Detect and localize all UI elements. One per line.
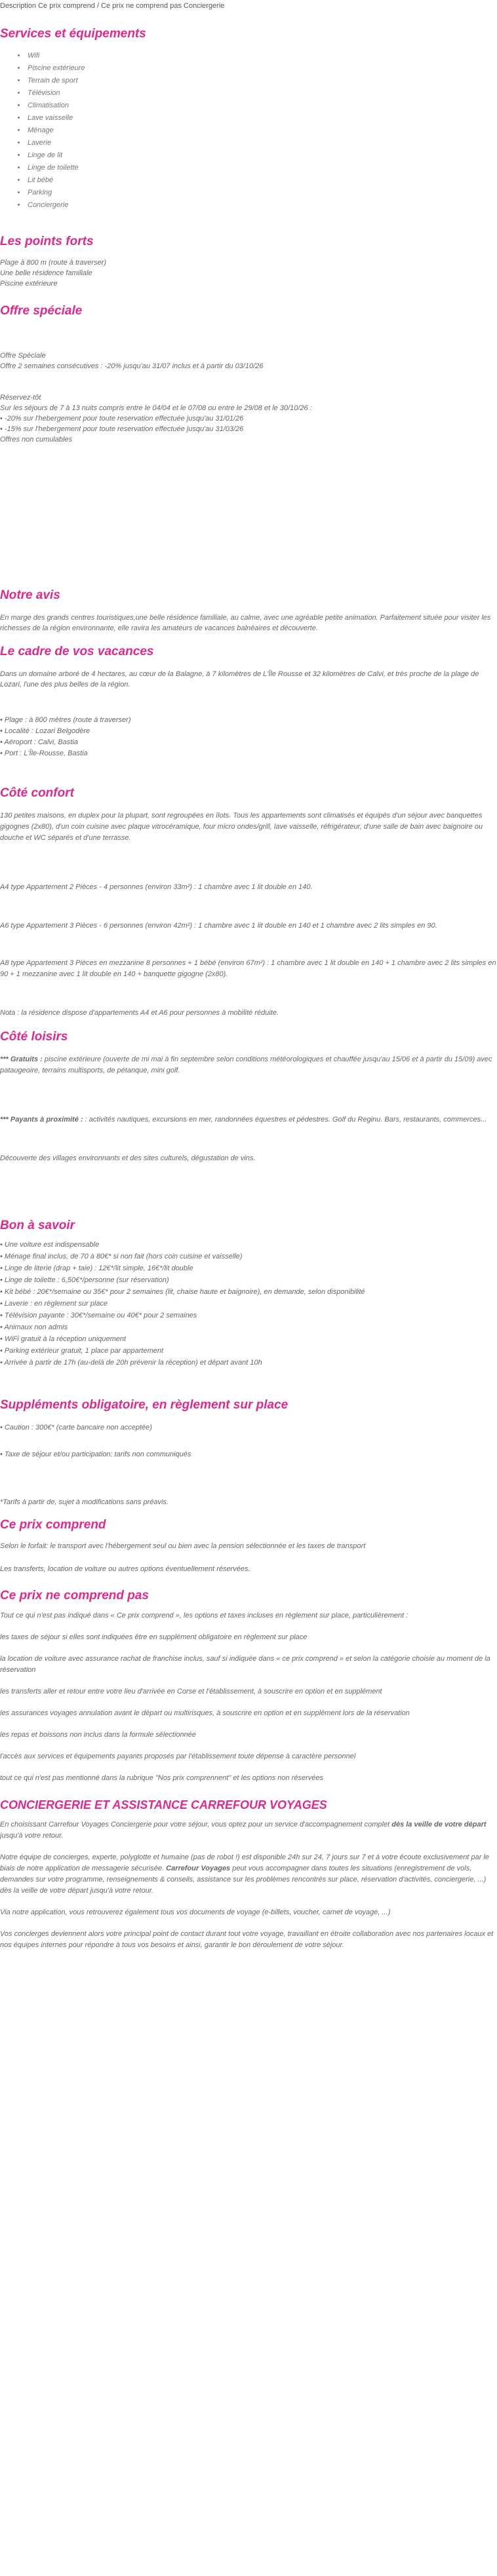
- points-forts-title: Les points forts: [0, 235, 94, 248]
- service-item: • Wifi: [26, 50, 497, 62]
- ne-comprend-line: l'accès aux services et équipements payants proposés par l'établissement toute dépense à caractère personnel: [0, 1752, 356, 1760]
- service-item: • Linge de lit: [26, 149, 497, 162]
- offre-line: Offres non cumulables: [0, 436, 73, 444]
- conciergerie-p2-b: Carrefour Voyages: [166, 1865, 231, 1872]
- cadre-item: • Plage : à 800 mètres (route à traverser): [0, 716, 131, 724]
- confort-text: 130 petites maisons, en duplex pour la plupart, sont regroupées en îlots. Tous les appartements sont climatisés et équipés d'un séjour avec banquettes gigognes (2x80), d'un coin cuisine avec plaque vitrocéramique, four micro ondes/grill, lave vaisselle, réfrigérateur, d'une salle de bain avec baignoire ou douche et WC séparés et d'une terrasse.: [0, 812, 483, 842]
- conciergerie-p2-c: peut vous accompagner dans toutes les situations (enregistrement de vols, demandes sur votre programme, renseignements & conseils, assistance sur les problèmes rencontrés sur place, réservation d'activités, conciergerie, ...) dès la veille de votre départ jusqu'à votre retour.: [0, 1865, 487, 1895]
- loisirs-gratuits: [0, 1054, 497, 1076]
- gratuits-text: piscine extérieure (ouverte de mi mai à fin septembre selon conditions météorologiques et chauffée jusqu'au 15/06 et à partir du 15/09) avec pataugeoire, terrains multisports, de pétanque, mini golf.: [0, 1055, 492, 1074]
- confort-title: Côté confort: [0, 786, 74, 800]
- bon-savoir-section: [0, 1218, 497, 1369]
- bon-savoir-item: • Ménage final inclus, de 70 à 80€* si non fait (hors coin cuisine et vaisselle): [0, 1253, 243, 1260]
- ne-comprend-section: [0, 1588, 497, 1784]
- service-item: • Climatisation: [26, 100, 497, 112]
- ne-comprend-line: Tout ce qui n'est pas indiqué dans « Ce prix comprend », les options et taxes incluses en règlement sur place, particulièrement :: [0, 1612, 408, 1619]
- comprend-line: Selon le forfait: le transport avec l'hébergement seul ou bien avec la pension sélectionnée et les taxes de transport: [0, 1542, 366, 1550]
- service-item: • Lit bébé: [26, 174, 497, 187]
- points-forts-section: [0, 234, 497, 289]
- bon-savoir-item: • Une voiture est indispensable: [0, 1241, 100, 1249]
- payants-text: : activités nautiques, excursions en mer, randonnées équestres et pédestres. Golf du Reginu. Bars, restaurants, commerces...: [83, 1116, 487, 1124]
- comprend-title: Ce prix comprend: [0, 1518, 106, 1532]
- ne-comprend-line: les repas et boissons non inclus dans la formule sélectionnée: [0, 1731, 197, 1739]
- conciergerie-p1-c: jusqu'à votre retour.: [0, 1832, 64, 1840]
- bon-savoir-item: • Laverie : en règlement sur place: [0, 1300, 108, 1308]
- loisirs-section: [0, 1029, 497, 1164]
- services-list: [0, 50, 497, 212]
- cadre-item: • Aéroport : Calvi, Bastia: [0, 738, 78, 746]
- bon-savoir-item: • Linge de literie (drap + taie) : 12€*/lit simple, 16€*/lit double: [0, 1264, 193, 1272]
- offre-line: • -15% sur l'hebergement pour toute reservation effectuée jusqu'au 31/03/26: [0, 425, 244, 433]
- avis-text: En marge des grands centres touristiques,une belle résidence familiale, au calme, avec une agréable petite animation. Parfaitement située pour visiter les richesses de la région environnante, elle ravira les amateurs de vacances balnéaires et découverte.: [0, 614, 491, 632]
- confort-a6: A6 type Appartement 3 Pièces - 6 personnes (environ 42m²) : 1 chambre avec 1 lit double en 140 et 1 chambre avec 2 lits simples en 90.: [0, 922, 437, 930]
- offre-line: Réservez-tôt: [0, 394, 41, 402]
- supplements-title: Suppléments obligatoire, en règlement sur place: [0, 1398, 288, 1412]
- conciergerie-p2: [0, 1852, 497, 1897]
- breadcrumb: Description Ce prix comprend / Ce prix ne comprend pas Conciergerie: [0, 2, 225, 10]
- confort-section: [0, 786, 497, 1019]
- cadre-item: • Port : L'Île-Rousse, Bastia: [0, 749, 88, 757]
- service-item: • Lave vaisselle: [26, 112, 497, 124]
- service-item: • Ménage: [26, 124, 497, 137]
- ne-comprend-title: Ce prix ne comprend pas: [0, 1589, 149, 1602]
- conciergerie-p3: Via notre application, vous retrouverez également tous vos documents de voyage (e-billets, voucher, carnet de voyage, ...): [0, 1908, 391, 1916]
- ne-comprend-line: les transferts aller et retour entre votre lieu d'arrivée en Corse et l'établissement, à souscrire en option et en supplément: [0, 1688, 382, 1695]
- bon-savoir-item: • Kit bébé : 20€*/semaine ou 35€* pour 2 semaines (lit, chaise haute et baignoire), en demande, selon disponibilité: [0, 1288, 365, 1296]
- avis-title: Notre avis: [0, 588, 60, 602]
- bon-savoir-item: • Linge de toilette : 6,50€*/personne (sur réservation): [0, 1276, 169, 1284]
- bon-savoir-item: • Télévision payante : 30€*/semaine ou 40€* pour 2 semaines: [0, 1312, 197, 1319]
- cadre-section: [0, 644, 497, 759]
- services-section: [0, 26, 497, 212]
- ne-comprend-line: les taxes de séjour si elles sont indiquées être en supplément obligatoire en règlement sur place: [0, 1633, 308, 1641]
- offre-title: Offre spéciale: [0, 304, 83, 318]
- comprend-section: [0, 1517, 497, 1575]
- service-item: • Piscine extérieure: [26, 62, 497, 75]
- cadre-item: • Localité : Lozari Belgodère: [0, 727, 90, 735]
- conciergerie-title: CONCIERGERIE ET ASSISTANCE CARREFOUR VOYAGES: [0, 1798, 327, 1811]
- bon-savoir-title: Bon à savoir: [0, 1219, 75, 1232]
- loisirs-decouverte: Découverte des villages environnants et des sites culturels, dégustation de vins.: [0, 1154, 256, 1162]
- gratuits-label: *** Gratuits :: [0, 1055, 43, 1063]
- point-fort: Une belle résidence familiale: [0, 269, 92, 277]
- point-fort: Plage à 800 m (route à traverser): [0, 259, 107, 267]
- ne-comprend-line: les assurances voyages annulation avant le départ ou multirisques, à souscrire en option et en supplément lors de la réservation: [0, 1709, 410, 1717]
- service-item: • Parking: [26, 187, 497, 199]
- service-item: • Conciergerie: [26, 199, 497, 212]
- confort-a8: A8 type Appartement 3 Pièces en mezzanine 8 personnes + 1 bébé (environ 67m²) : 1 chambre avec 1 lit double en 140 + 1 chambre avec 2 lits simples en 90 + 1 mezzanine avec 1 lit double en 140 + banquette gigogne (2x80).: [0, 959, 496, 978]
- offre-line: Sur les séjours de 7 à 13 nuits compris entre le 04/04 et le 07/08 ou entre le 29/08 et le 30/10/26 :: [0, 404, 312, 412]
- supplement-caution: • Caution : 300€* (carte bancaire non acceptée): [0, 1424, 152, 1431]
- avis-section: [0, 588, 497, 634]
- bon-savoir-item: • Parking extérieur gratuit, 1 place par appartement: [0, 1347, 164, 1355]
- supplement-tarifs: *Tarifs à partir de, sujet à modifications sans préavis.: [0, 1498, 169, 1506]
- service-item: • Terrain de sport: [26, 75, 497, 87]
- services-title: Services et équipements: [0, 27, 146, 41]
- supplement-taxe: • Taxe de séjour et/ou participation: tarifs non communiqués: [0, 1450, 191, 1458]
- conciergerie-p4: Vos concierges deviennent alors votre principal point de contact durant tout votre voyage, travaillant en étroite collaboration avec nos partenaires locaux et nos équipes internes pour répondre à tous vos besoins et ainsi, garantir le bon déroulement de votre séjour.: [0, 1930, 494, 1949]
- comprend-line: Les transferts, location de voiture ou autres options éventuellement réservées.: [0, 1565, 250, 1573]
- confort-note: Nota : la résidence dispose d'appartements A4 et A6 pour personnes à mobilité réduite.: [0, 1009, 279, 1017]
- cadre-title: Le cadre de vos vacances: [0, 645, 154, 658]
- service-item: • Laverie: [26, 137, 497, 149]
- ne-comprend-line: tout ce qui n'est pas mentionné dans la rubrique "Nos prix comprennent" et les options non réservées: [0, 1774, 323, 1782]
- offre-line: • -20% sur l'hebergement pour toute reservation effectuée jusqu'au 31/01/26: [0, 415, 244, 423]
- loisirs-title: Côté loisirs: [0, 1030, 68, 1044]
- conciergerie-section: [0, 1797, 497, 1951]
- conciergerie-p1-b: dès la veille de votre départ: [391, 1821, 487, 1828]
- conciergerie-p1-a: En choisissant Carrefour Voyages Conciergerie pour votre séjour, vous optez pour un service d'accompagnement complet: [0, 1821, 392, 1828]
- cadre-text: Dans un domaine arboré de 4 hectares, au cœur de la Balagne, à 7 kilomètres de L'Île Rousse et 32 kilomètres de Calvi, et très proche de la plage de Lozari, l'une des plus belles de la région.: [0, 670, 479, 689]
- bon-savoir-item: • Animaux non admis: [0, 1323, 68, 1331]
- conciergerie-p2-a: Notre équipe de concierges, experte, polyglotte et humaine (pas de robot !) est disponible 24h sur 24, 7 jours sur 7 et à votre écoute exclusivement par le biais de notre application de messagerie sécurisée.: [0, 1853, 489, 1872]
- confort-a4: A4 type Appartement 2 Pièces - 4 personnes (environ 33m²) : 1 chambre avec 1 lit double en 140.: [0, 883, 313, 891]
- conciergerie-p1: [0, 1819, 497, 1842]
- service-item: • Linge de toilette: [26, 162, 497, 174]
- bon-savoir-item: • WiFi gratuit à la réception uniquement: [0, 1335, 127, 1343]
- ne-comprend-line: la location de voiture avec assurance rachat de franchise inclus, sauf si indiquée dans « ce prix comprend » et selon la catégorie choisie au moment de la réservation: [0, 1655, 490, 1674]
- point-fort: Piscine extérieure: [0, 280, 58, 288]
- payants-label: *** Payants à proximité :: [0, 1116, 83, 1124]
- loisirs-payants: [0, 1114, 497, 1126]
- service-item: • Télévision: [26, 87, 497, 100]
- bon-savoir-item: • Arrivée à partir de 17h (au-delà de 20h prévenir la réception) et départ avant 10h: [0, 1359, 262, 1367]
- offre-line: Offre Spéciale: [0, 352, 46, 360]
- offre-line: Offre 2 semaines consécutives : -20% jusqu'au 31/07 inclus et à partir du 03/10/26: [0, 362, 264, 370]
- offre-section: [0, 303, 497, 445]
- supplements-section: [0, 1397, 497, 1508]
